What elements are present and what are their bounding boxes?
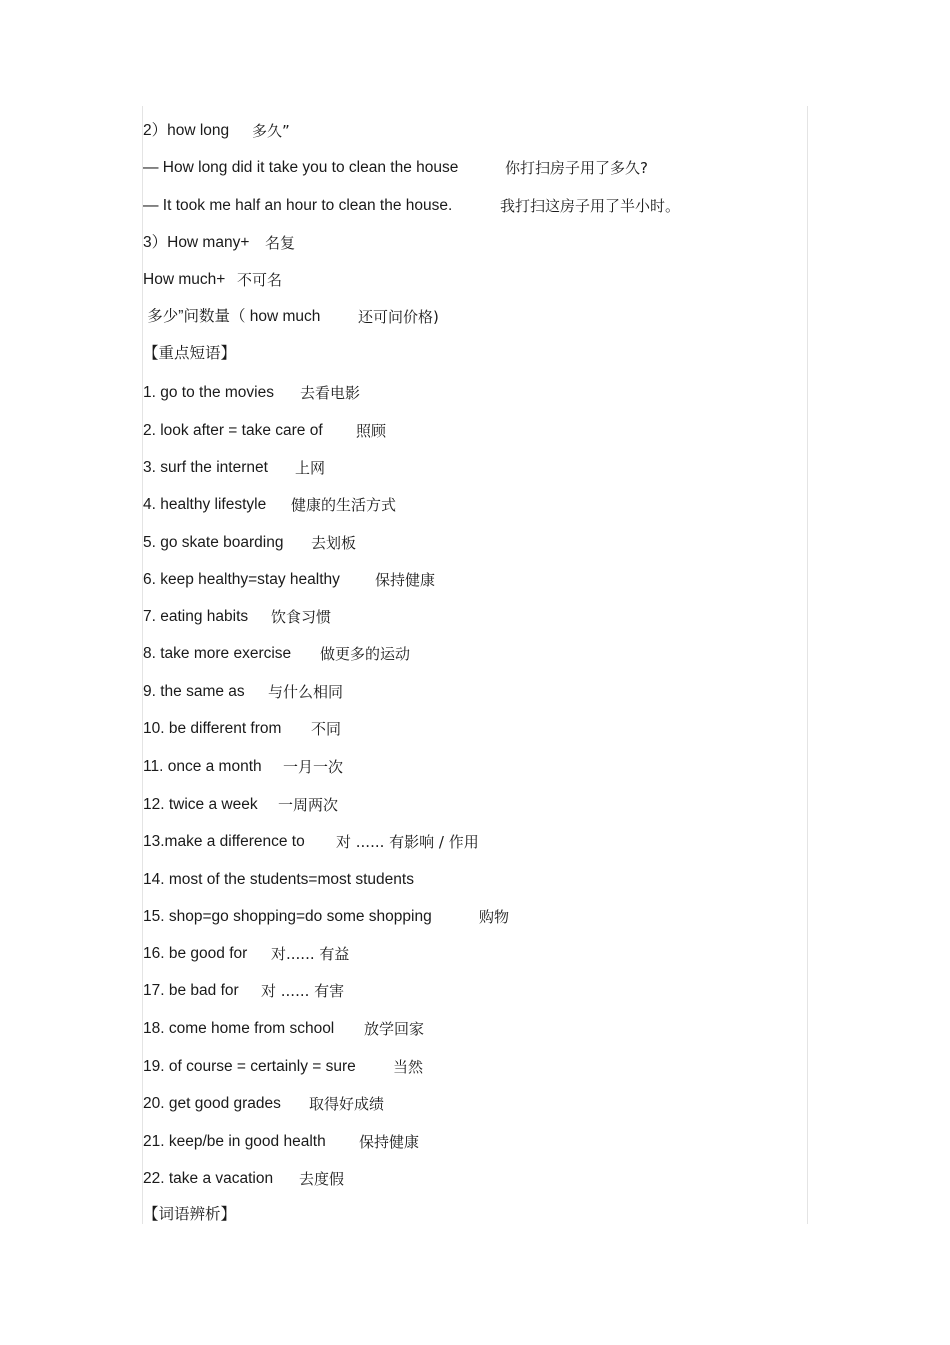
phrase-item [143, 719, 342, 739]
text-line [143, 270, 283, 290]
chinese-text: 不可名 [237, 271, 283, 289]
phrase-item [143, 682, 344, 702]
phrase-item [143, 495, 397, 515]
phrase-item [143, 757, 344, 777]
chinese-text: 对 ...... 有影响 / 作用 [336, 833, 479, 851]
chinese-text: 去看电影 [300, 384, 361, 402]
chinese-text: 对 ...... 有害 [261, 982, 345, 1000]
chinese-text: 与什么相同 [268, 683, 344, 701]
english-text: 8. take more exercise [143, 645, 292, 662]
english-text: 5. go skate boarding [143, 534, 284, 551]
phrase-item [143, 644, 411, 664]
english-text: 13.make a difference to [143, 833, 305, 850]
chinese-text: 健康的生活方式 [291, 496, 397, 514]
english-text: 4. healthy lifestyle [143, 496, 267, 513]
chinese-text: 你打扫房子用了多久? [505, 159, 648, 177]
english-text: 16. be good for [143, 945, 248, 962]
text-line [143, 233, 296, 253]
english-text: 11. once a month [143, 758, 262, 775]
english-text: 20. get good grades [143, 1095, 281, 1112]
chinese-text: 放学回家 [364, 1020, 425, 1038]
heading-text: 【重点短语】 [143, 345, 237, 362]
chinese-text: 保持健康 [375, 571, 436, 589]
english-text: 6. keep healthy=stay healthy [143, 571, 340, 588]
phrase-item [143, 944, 350, 964]
english-text: 12. twice a week [143, 796, 258, 813]
english-text: 17. be bad for [143, 982, 239, 999]
english-text: 2. look after = take care of [143, 422, 323, 439]
english-text: 14. most of the students=most students [143, 871, 414, 888]
english-text: How much+ [143, 271, 226, 288]
section-heading [143, 344, 236, 364]
chinese-text: 购物 [479, 908, 510, 926]
english-text: 10. be different from [143, 720, 282, 737]
phrase-item [143, 383, 361, 403]
text-line [143, 121, 290, 141]
english-text: 22. take a vacation [143, 1170, 274, 1187]
english-text: 18. come home from school [143, 1020, 335, 1037]
chinese-text: 多久” [252, 122, 290, 140]
english-text: 1. go to the movies [143, 384, 274, 401]
phrase-item [143, 1019, 425, 1039]
english-text: 3）How many+ [143, 234, 250, 251]
chinese-text: 去度假 [299, 1170, 345, 1188]
phrase-item [143, 533, 357, 553]
text-line [143, 196, 681, 216]
chinese-text: 保持健康 [359, 1133, 420, 1151]
chinese-text: 一月一次 [283, 758, 344, 776]
english-text: 3. surf the internet [143, 459, 268, 476]
phrase-item [143, 1057, 424, 1077]
phrase-item [143, 421, 387, 441]
phrase-item [143, 1094, 385, 1114]
phrase-item [143, 1169, 345, 1189]
english-text: 多少”问数量（ how much [143, 308, 321, 325]
chinese-text: 照顾 [356, 422, 387, 440]
chinese-text: 去划板 [311, 534, 357, 552]
phrase-item [143, 832, 479, 852]
text-line [143, 158, 648, 178]
chinese-text: 不同 [311, 720, 342, 738]
phrase-item [143, 907, 510, 927]
phrase-item [143, 795, 339, 815]
phrase-item [143, 1132, 420, 1152]
text-line [143, 307, 439, 327]
phrase-item [143, 570, 436, 590]
chinese-text: 一周两次 [278, 796, 339, 814]
chinese-text: 上网 [295, 459, 326, 477]
chinese-text: 名复 [265, 234, 296, 252]
english-text: 15. shop=go shopping=do some shopping [143, 908, 432, 925]
phrase-item [143, 458, 326, 478]
english-text: 7. eating habits [143, 608, 249, 625]
english-text: — It took me half an hour to clean the house. [143, 197, 453, 214]
phrase-item [143, 870, 414, 890]
heading-text: 【词语辨析】 [143, 1206, 237, 1223]
english-text: — How long did it take you to clean the house [143, 159, 459, 176]
english-text: 19. of course = certainly = sure [143, 1058, 356, 1075]
english-text: 9. the same as [143, 683, 245, 700]
phrase-item [143, 607, 332, 627]
chinese-text: 还可问价格) [358, 308, 439, 326]
english-text: 21. keep/be in good health [143, 1133, 326, 1150]
chinese-text: 饮食习惯 [271, 608, 332, 626]
chinese-text: 当然 [393, 1058, 424, 1076]
chinese-text: 取得好成绩 [309, 1095, 385, 1113]
chinese-text: 对...... 有益 [271, 945, 350, 963]
english-text: 2）how long [143, 122, 230, 139]
chinese-text: 我打扫这房子用了半小时。 [500, 197, 681, 215]
chinese-text: 做更多的运动 [320, 645, 411, 663]
phrase-item [143, 981, 345, 1001]
section-heading [143, 1205, 236, 1225]
